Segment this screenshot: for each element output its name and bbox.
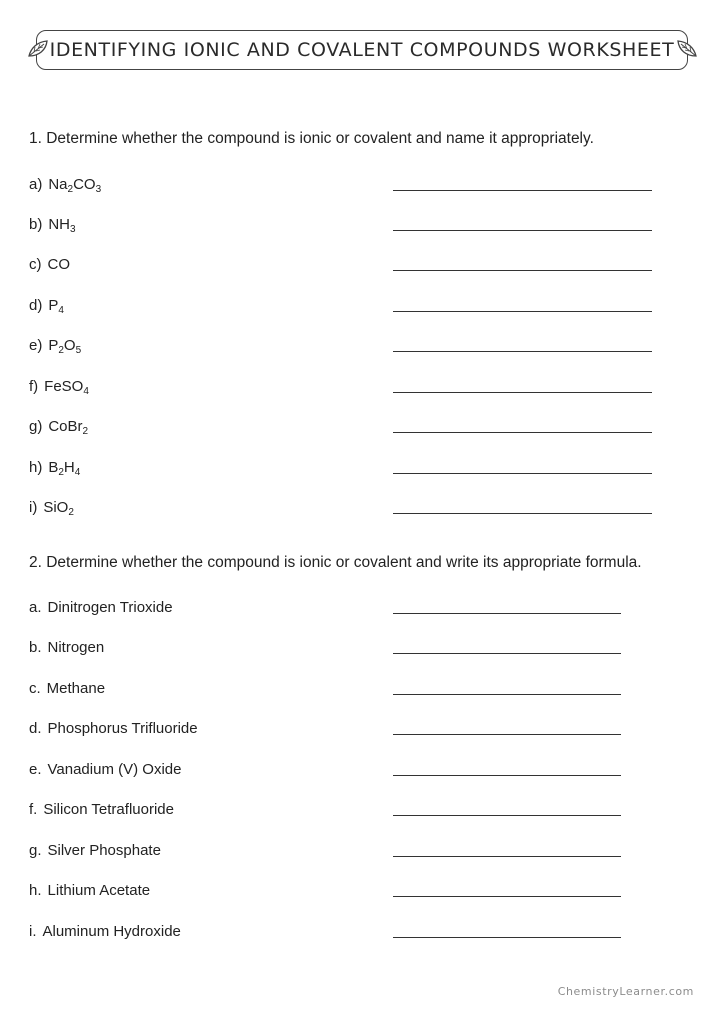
formula-subscript: 2 — [82, 426, 89, 437]
item-letter: e. — [29, 761, 42, 778]
compound-name: Methane — [46, 680, 106, 697]
formula-label — [29, 256, 70, 273]
answer-line[interactable] — [393, 613, 621, 614]
item-letter: a) — [29, 176, 43, 193]
section2-item — [29, 639, 669, 661]
section1-question: 1. Determine whether the compound is ionic or covalent and name it appropriately. — [29, 130, 594, 147]
section2-question: 2. Determine whether the compound is ionic or covalent and write its appropriate formula. — [29, 554, 642, 571]
formula-label — [29, 418, 88, 435]
formula-subscript: 2 — [58, 467, 64, 478]
formula-part: SiO — [43, 499, 69, 516]
item-letter: h) — [29, 459, 43, 476]
section2-item — [29, 842, 669, 864]
answer-line[interactable] — [393, 513, 652, 514]
compound-label — [29, 801, 174, 818]
compound-label — [29, 599, 173, 616]
leaf-icon — [676, 38, 698, 60]
formula-label — [29, 297, 64, 314]
item-letter: f. — [29, 801, 38, 818]
item-letter: d) — [29, 297, 43, 314]
section1-item — [29, 216, 669, 238]
compound-label — [29, 680, 105, 697]
item-letter: i) — [29, 499, 38, 516]
formula-label — [29, 378, 89, 395]
answer-line[interactable] — [393, 473, 652, 474]
compound-name: Dinitrogen Trioxide — [47, 599, 173, 616]
section2-item — [29, 680, 669, 702]
section2-item — [29, 599, 669, 621]
item-letter: g. — [29, 842, 42, 859]
section1-item — [29, 459, 669, 481]
item-letter: c. — [29, 680, 41, 697]
answer-line[interactable] — [393, 694, 621, 695]
section1-item — [29, 499, 669, 521]
formula-part: CO — [73, 176, 96, 193]
answer-line[interactable] — [393, 937, 621, 938]
section1-item — [29, 337, 669, 359]
formula-label — [29, 459, 80, 476]
item-letter: i. — [29, 923, 37, 940]
section2-item — [29, 882, 669, 904]
answer-line[interactable] — [393, 653, 621, 654]
formula-part: O — [63, 337, 76, 354]
answer-line[interactable] — [393, 351, 652, 352]
formula-subscript: 3 — [95, 184, 102, 195]
leaf-icon — [27, 38, 49, 60]
item-letter: b) — [29, 216, 43, 233]
section1-item — [29, 378, 669, 400]
worksheet-title: IDENTIFYING IONIC AND COVALENT COMPOUNDS WORKSHEET — [49, 39, 675, 61]
answer-line[interactable] — [393, 230, 652, 231]
formula-part: P — [48, 297, 59, 314]
section2-item — [29, 720, 669, 742]
formula-label — [29, 216, 76, 233]
item-letter: a. — [29, 599, 42, 616]
compound-name: Lithium Acetate — [47, 882, 151, 899]
answer-line[interactable] — [393, 190, 652, 191]
formula-subscript: 4 — [58, 305, 64, 316]
item-letter: d. — [29, 720, 42, 737]
compound-name: Vanadium (V) Oxide — [47, 761, 182, 778]
item-letter: b. — [29, 639, 42, 656]
compound-name: Phosphorus Trifluoride — [47, 720, 198, 737]
formula-label — [29, 337, 81, 354]
answer-line[interactable] — [393, 392, 652, 393]
answer-line[interactable] — [393, 734, 621, 735]
answer-line[interactable] — [393, 815, 621, 816]
compound-name: Silicon Tetrafluoride — [43, 801, 174, 818]
compound-label — [29, 923, 181, 940]
formula-subscript: 4 — [74, 467, 81, 478]
section2-item — [29, 801, 669, 823]
item-letter: h. — [29, 882, 42, 899]
item-letter: c) — [29, 256, 42, 273]
worksheet-title-banner — [36, 30, 688, 70]
formula-subscript: 2 — [68, 507, 74, 518]
section1-item — [29, 418, 669, 440]
compound-name: Nitrogen — [47, 639, 105, 656]
compound-label — [29, 842, 161, 859]
item-letter: g) — [29, 418, 43, 435]
compound-label — [29, 639, 104, 656]
formula-part: CO — [47, 256, 70, 273]
compound-name: Aluminum Hydroxide — [42, 923, 181, 940]
formula-part: CoBr — [48, 418, 83, 435]
section1-item — [29, 256, 669, 278]
answer-line[interactable] — [393, 311, 652, 312]
formula-subscript: 2 — [58, 345, 64, 356]
item-letter: f) — [29, 378, 39, 395]
compound-label — [29, 761, 181, 778]
answer-line[interactable] — [393, 856, 621, 857]
section2-item — [29, 923, 669, 945]
formula-part: H — [63, 459, 75, 476]
answer-line[interactable] — [393, 432, 652, 433]
formula-subscript: 3 — [70, 224, 76, 235]
answer-line[interactable] — [393, 896, 621, 897]
formula-part: FeSO — [44, 378, 84, 395]
formula-part: NH — [48, 216, 71, 233]
formula-label — [29, 176, 101, 193]
footer-credit: ChemistryLearner.com — [557, 985, 694, 998]
formula-subscript: 5 — [75, 345, 82, 356]
formula-part: P — [48, 337, 59, 354]
answer-line[interactable] — [393, 775, 621, 776]
formula-subscript: 2 — [67, 184, 74, 195]
formula-part: Na — [48, 176, 68, 193]
compound-label — [29, 720, 198, 737]
section1-item — [29, 297, 669, 319]
compound-label — [29, 882, 150, 899]
section2-item — [29, 761, 669, 783]
formula-part: B — [48, 459, 59, 476]
formula-label — [29, 499, 74, 516]
formula-subscript: 4 — [83, 386, 89, 397]
compound-name: Silver Phosphate — [47, 842, 161, 859]
item-letter: e) — [29, 337, 43, 354]
answer-line[interactable] — [393, 270, 652, 271]
section1-item — [29, 176, 669, 198]
